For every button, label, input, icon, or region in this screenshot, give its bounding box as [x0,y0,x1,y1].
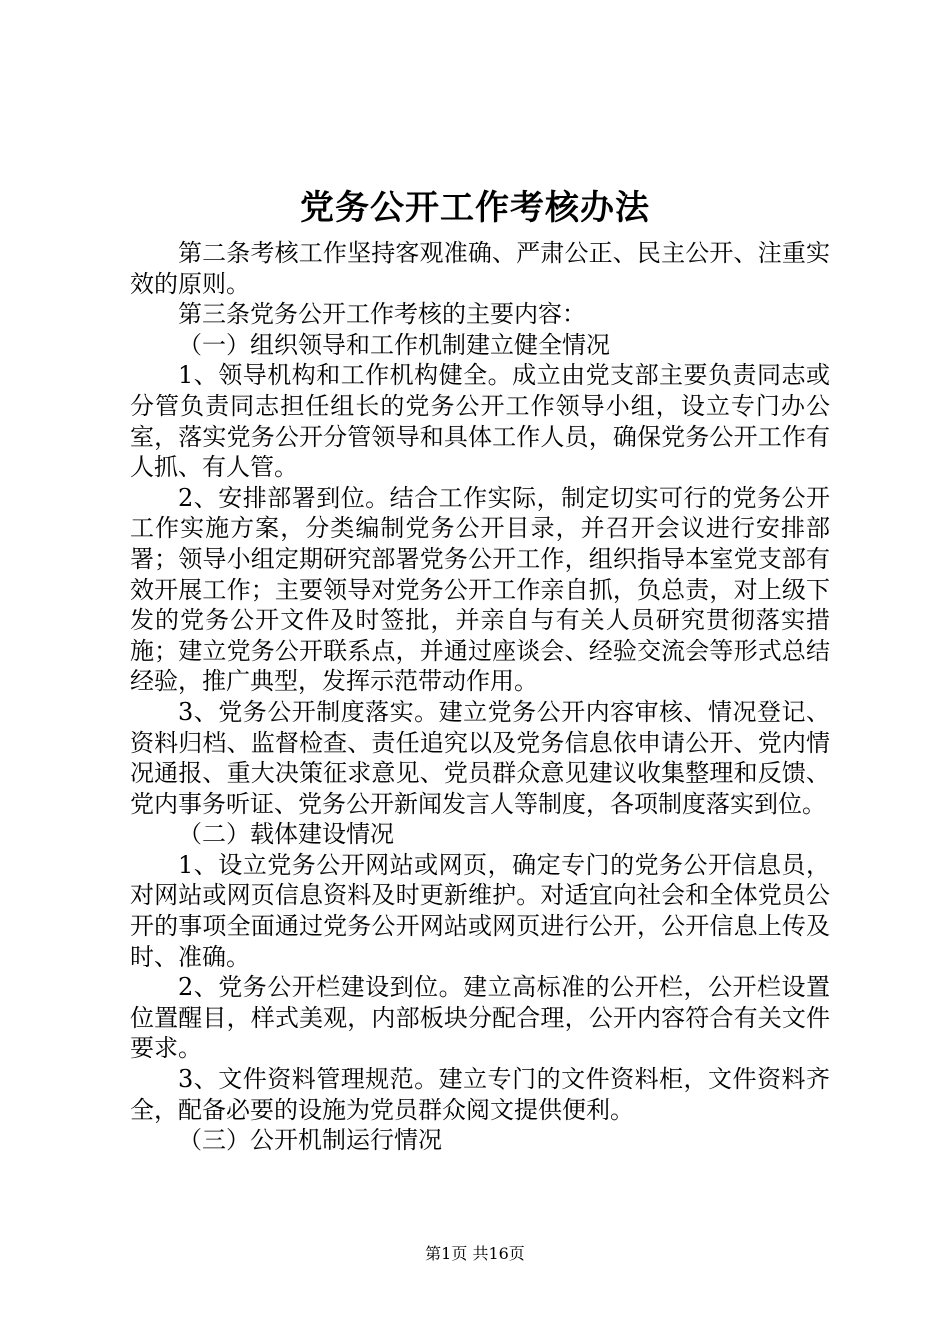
section-heading: （三）公开机制运行情况 [178,1126,442,1155]
paragraph: 第二条考核工作坚持客观准确、严肃公正、民主公开、注重实效的原则。 [130,239,830,298]
document-body [130,238,830,1156]
section-heading: （二）载体建设情况 [178,820,394,849]
section-heading: （一）组织领导和工作机制建立健全情况 [178,330,610,359]
document-title: 党务公开工作考核办法 [300,188,650,228]
paragraph: 第三条党务公开工作考核的主要内容： [178,300,586,329]
page-footer: 第1页 共16页 [425,1244,525,1263]
paragraph: 2、党务公开栏建设到位。建立高标准的公开栏，公开栏设置位置醒目，样式美观，内部板块分配合理，公开内容符合有关文件要求。 [130,973,830,1063]
paragraph: 3、党务公开制度落实。建立党务公开内容审核、情况登记、资料归档、监督检查、责任追究以及党务信息依申请公开、党内情况通报、重大决策征求意见、党员群众意见建议收集整理和反馈、党内事务听证、党务公开新闻发言人等制度，各项制度落实到位。 [130,697,830,818]
paragraph: 1、设立党务公开网站或网页，确定专门的党务公开信息员，对网站或网页信息资料及时更新维护。对适宜向社会和全体党员公开的事项全面通过党务公开网站或网页进行公开，公开信息上传及时、准确。 [130,850,830,971]
paragraph: 2、安排部署到位。结合工作实际，制定切实可行的党务公开工作实施方案，分类编制党务公开目录，并召开会议进行安排部署；领导小组定期研究部署党务公开工作，组织指导本室党支部有效开展工作；主要领导对党务公开工作亲自抓，负总责，对上级下发的党务公开文件及时签批，并亲自与有关人员研究贯彻落实措施；建立党务公开联系点，并通过座谈会、经验交流会等形式总结经验，推广典型，发挥示范带动作用。 [130,483,830,696]
paragraph: 3、文件资料管理规范。建立专门的文件资料柜，文件资料齐全，配备必要的设施为党员群众阅文提供便利。 [130,1065,830,1124]
paragraph: 1、领导机构和工作机构健全。成立由党支部主要负责同志或分管负责同志担任组长的党务公开工作领导小组，设立专门办公室，落实党务公开分管领导和具体工作人员，确保党务公开工作有人抓、有人管。 [130,361,830,482]
